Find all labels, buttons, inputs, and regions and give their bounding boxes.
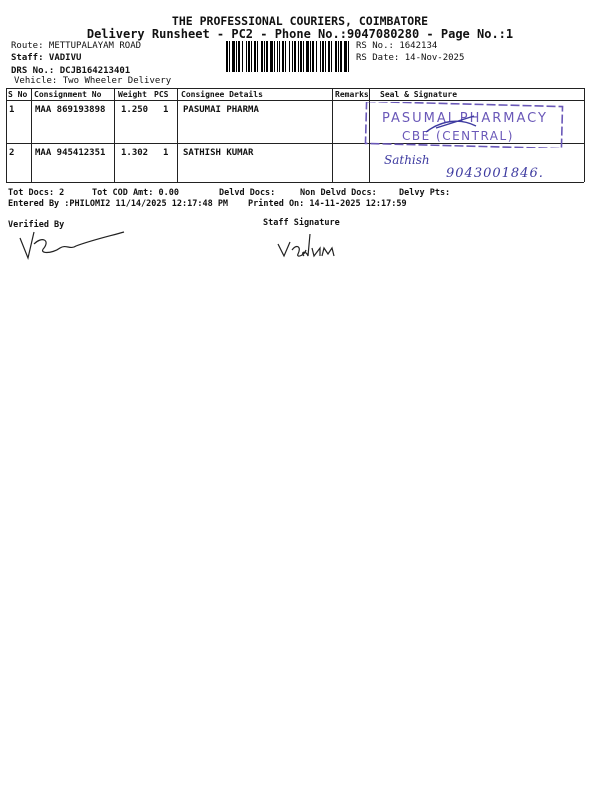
entered-by: Entered By :PHILOMI2 11/14/2025 12:17:48 PM bbox=[8, 199, 229, 209]
table-col-line bbox=[6, 88, 7, 182]
table-col-line bbox=[177, 88, 178, 182]
barcode-bar bbox=[261, 41, 263, 72]
rs-date: RS Date: 14-Nov-2025 bbox=[356, 53, 465, 63]
barcode-bar bbox=[248, 41, 250, 72]
verifier-signature bbox=[14, 226, 126, 264]
stamp-line1: PASUMAI PHARMACY bbox=[382, 111, 548, 126]
barcode-bar bbox=[254, 41, 256, 72]
barcode-bar bbox=[316, 41, 317, 72]
row2-pcs: 1 bbox=[163, 148, 169, 158]
row2-weight: 1.302 bbox=[121, 148, 149, 158]
barcode-bar bbox=[238, 41, 240, 72]
row2-handwritten-receipt bbox=[380, 150, 570, 182]
runsheet-title: Delivery Runsheet - PC2 - Phone No.:9047080280 - Page No.:1 bbox=[86, 27, 514, 41]
col-header-sno: S No bbox=[8, 90, 28, 99]
barcode-bar bbox=[340, 41, 342, 72]
table-col-line bbox=[584, 88, 585, 182]
row1-consignment: MAA 869193898 bbox=[35, 105, 106, 115]
barcode-bar bbox=[289, 41, 290, 72]
barcode-bar bbox=[285, 41, 286, 72]
table-col-line bbox=[31, 88, 32, 182]
barcode-bar bbox=[298, 41, 299, 72]
row1-consignee: PASUMAI PHARMA bbox=[183, 105, 259, 115]
non-delivered-docs: Non Delvd Docs: bbox=[300, 188, 377, 198]
company-stamp bbox=[364, 102, 564, 148]
barcode-bar bbox=[294, 41, 296, 72]
staff-label: Staff: VADIVU bbox=[11, 53, 82, 63]
col-header-remarks: Remarks bbox=[335, 90, 369, 99]
staff-signature bbox=[276, 230, 340, 264]
row2-consignment: MAA 945412351 bbox=[35, 148, 106, 158]
printed-on: Printed On: 14-11-2025 12:17:59 bbox=[248, 199, 407, 209]
table-col-line bbox=[114, 88, 115, 182]
col-header-consignee: Consignee Details bbox=[181, 90, 263, 99]
row2-consignee: SATHISH KUMAR bbox=[183, 148, 254, 158]
barcode-bar bbox=[266, 41, 268, 72]
table-header-rule bbox=[6, 100, 584, 101]
barcode-bar bbox=[322, 41, 324, 72]
barcode-bar bbox=[236, 41, 237, 72]
barcode-bar bbox=[229, 41, 230, 72]
table-top-rule bbox=[6, 88, 584, 89]
barcode-bar bbox=[344, 41, 347, 72]
barcode-bar bbox=[303, 41, 304, 72]
barcode-bar bbox=[335, 41, 337, 72]
col-header-seal: Seal & Signature bbox=[380, 90, 458, 99]
barcode-bar bbox=[282, 41, 284, 72]
row1-sno: 1 bbox=[9, 105, 15, 115]
col-header-weight: Weight bbox=[118, 90, 147, 99]
barcode-bar bbox=[226, 41, 228, 72]
table-col-line bbox=[332, 88, 333, 182]
vehicle-label: Vehicle: Two Wheeler Delivery bbox=[14, 76, 172, 86]
barcode-bar bbox=[277, 41, 278, 72]
barcode-bar bbox=[328, 41, 330, 72]
barcode-bar bbox=[246, 41, 247, 72]
barcode-bar bbox=[264, 41, 265, 72]
delivered-docs: Delvd Docs: bbox=[219, 188, 276, 198]
handwritten-name: Sathish bbox=[384, 153, 430, 167]
route-label: Route: METTUPALAYAM ROAD bbox=[11, 41, 142, 51]
staff-signature-label: Staff Signature bbox=[263, 218, 340, 228]
row1-weight: 1.250 bbox=[121, 105, 149, 115]
barcode-bar bbox=[325, 41, 326, 72]
handwritten-phone: 9043001846. bbox=[446, 166, 544, 181]
col-header-pcs: PCS bbox=[154, 90, 169, 99]
verified-by-label: Verified By bbox=[8, 220, 65, 230]
barcode-bar bbox=[292, 41, 293, 72]
barcode-bar bbox=[257, 41, 258, 72]
barcode-bar bbox=[274, 41, 275, 72]
barcode-bar bbox=[348, 41, 349, 72]
barcode-bar bbox=[338, 41, 339, 72]
company-name: THE PROFESSIONAL COURIERS, COIMBATORE bbox=[171, 14, 429, 28]
stamp-line2: CBE (CENTRAL) bbox=[402, 129, 514, 143]
barcode-bar bbox=[320, 41, 321, 72]
rs-number: RS No.: 1642134 bbox=[356, 41, 438, 51]
barcode-bar bbox=[251, 41, 252, 72]
barcode-bar bbox=[310, 41, 311, 72]
barcode-bar bbox=[242, 41, 243, 72]
total-docs: Tot Docs: 2 bbox=[8, 188, 65, 198]
row1-pcs: 1 bbox=[163, 105, 169, 115]
barcode-bar bbox=[270, 41, 273, 72]
barcode-bar bbox=[279, 41, 280, 72]
barcode-bar bbox=[306, 41, 309, 72]
drs-number: DRS No.: DCJB164213401 bbox=[11, 66, 131, 76]
delivery-points: Delvy Pts: bbox=[399, 188, 451, 198]
table-bottom-rule bbox=[6, 182, 584, 183]
barcode-bar bbox=[331, 41, 332, 72]
total-cod-amount: Tot COD Amt: 0.00 bbox=[92, 188, 179, 198]
barcode-bar bbox=[232, 41, 235, 72]
col-header-consignment: Consignment No bbox=[34, 90, 102, 99]
row2-sno: 2 bbox=[9, 148, 15, 158]
barcode-bar bbox=[312, 41, 314, 72]
barcode-bar bbox=[300, 41, 302, 72]
barcode bbox=[226, 41, 351, 72]
